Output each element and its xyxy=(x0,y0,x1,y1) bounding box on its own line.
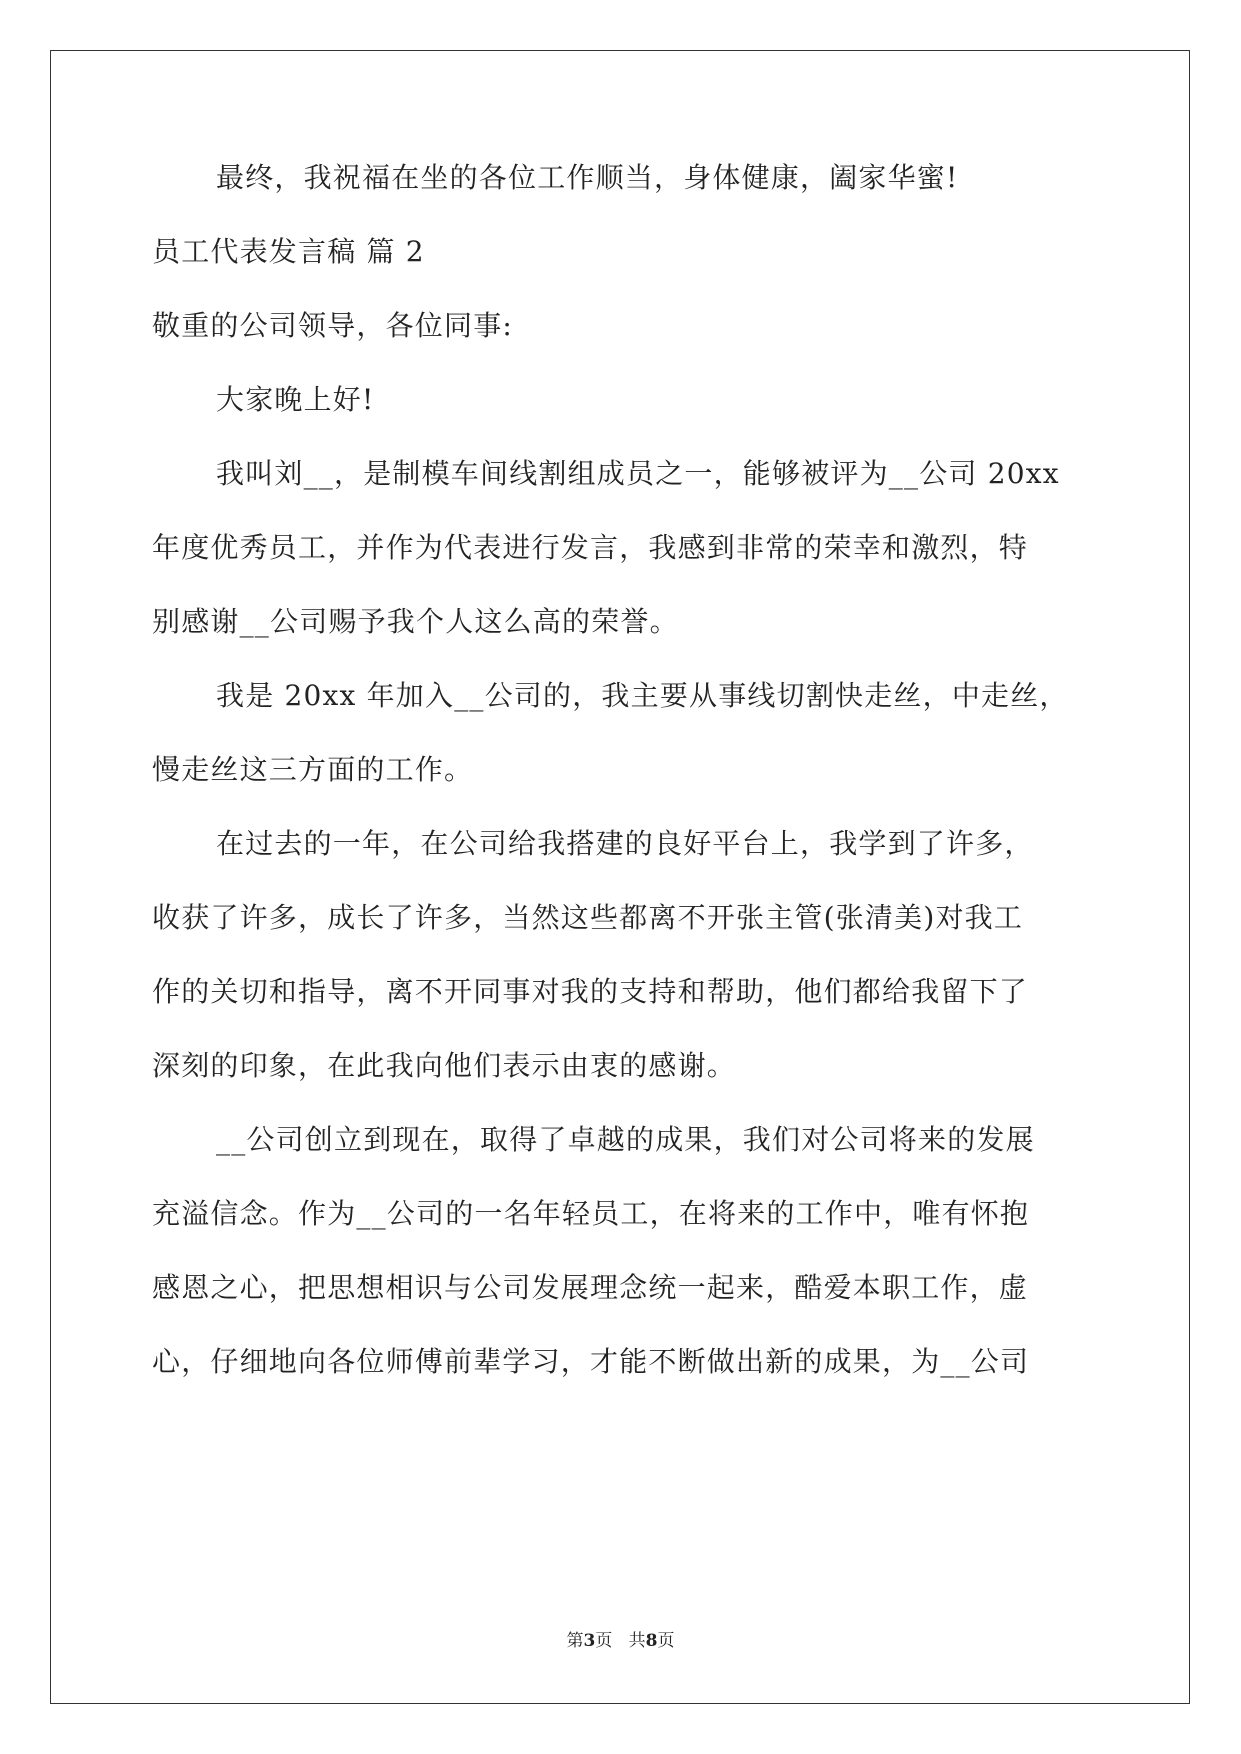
paragraph-line: 感恩之心，把思想相识与公司发展理念统一起来，酷爱本职工作，虚 xyxy=(152,1271,1029,1304)
paragraph-line: 心，仔细地向各位师傅前辈学习，才能不断做出新的成果，为__公司 xyxy=(152,1345,1030,1378)
paragraph-line: 深刻的印象，在此我向他们表示由衷的感谢。 xyxy=(152,1049,737,1082)
paragraph-line: 我叫刘__，是制模车间线割组成员之一，能够被评为__公司 20xx xyxy=(216,457,1060,490)
paragraph-line: __公司创立到现在，取得了卓越的成果，我们对公司将来的发展 xyxy=(216,1123,1035,1156)
greeting: 大家晚上好! xyxy=(216,383,375,416)
footer-middle: 页 共 xyxy=(595,1631,646,1651)
total-pages-number: 8 xyxy=(645,1631,658,1651)
paragraph-closing-line: 最终，我祝福在坐的各位工作顺当，身体健康，阖家华蜜! xyxy=(216,161,959,194)
paragraph-line: 收获了许多，成长了许多，当然这些都离不开张主管(张清美)对我工 xyxy=(152,901,1024,934)
page-border xyxy=(50,50,1190,1704)
paragraph-line: 在过去的一年，在公司给我搭建的良好平台上，我学到了许多， xyxy=(216,827,1034,860)
page-footer xyxy=(0,1629,1241,1653)
paragraph-line: 我是 20xx 年加入__公司的，我主要从事线切割快走丝，中走丝， xyxy=(216,679,1069,712)
salutation: 敬重的公司领导，各位同事: xyxy=(152,309,514,342)
paragraph-line: 别感谢__公司赐予我个人这么高的荣誉。 xyxy=(152,605,679,638)
paragraph-line: 慢走丝这三方面的工作。 xyxy=(152,753,474,786)
paragraph-line: 充溢信念。作为__公司的一名年轻员工，在将来的工作中，唯有怀抱 xyxy=(152,1197,1030,1230)
footer-suffix: 页 xyxy=(657,1631,675,1651)
paragraph-line: 年度优秀员工，并作为代表进行发言，我感到非常的荣幸和激烈，特 xyxy=(152,531,1029,564)
section-heading: 员工代表发言稿 篇 2 xyxy=(152,235,425,268)
footer-prefix: 第 xyxy=(566,1631,584,1651)
current-page-number: 3 xyxy=(583,1631,596,1651)
paragraph-line: 作的关切和指导，离不开同事对我的支持和帮助，他们都给我留下了 xyxy=(152,975,1029,1008)
